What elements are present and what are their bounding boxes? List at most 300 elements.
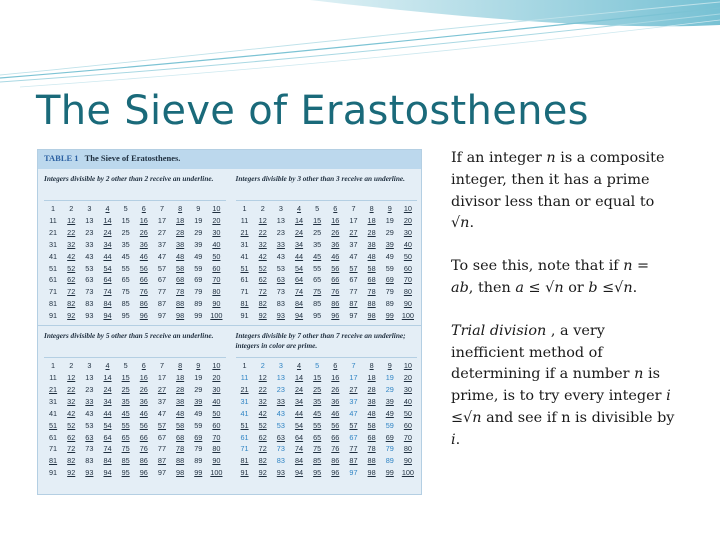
sieve-number: 38: [367, 239, 376, 249]
sieve-number: 71: [49, 287, 58, 297]
sieve-number: 91: [49, 311, 58, 321]
sieve-number: 29: [194, 227, 203, 237]
sieve-number: 19: [194, 215, 203, 225]
sieve-number: 22: [258, 384, 267, 394]
sieve-number: 62: [258, 275, 267, 285]
sieve-number: 1: [242, 204, 247, 213]
sieve-number: 95: [121, 468, 130, 478]
sieve-number: 24: [294, 384, 304, 394]
sieve-number: 76: [139, 444, 148, 454]
sieve-number: 94: [294, 468, 304, 478]
sieve-number: 62: [258, 432, 267, 442]
sieve-number: 69: [194, 432, 203, 442]
sieve-number: 20: [212, 372, 221, 382]
sieve-number: 15: [121, 215, 130, 225]
sieve-number: 40: [403, 396, 412, 406]
sieve-number: 84: [103, 456, 112, 466]
text-run: ≤√: [451, 409, 473, 426]
sieve-number: 55: [313, 263, 322, 273]
sieve-number: 3: [87, 204, 92, 213]
sieve-number: 92: [258, 468, 267, 478]
sieve-number: 36: [331, 396, 340, 406]
sieve-number: 79: [385, 444, 394, 454]
sieve-number: 6: [141, 204, 146, 213]
sieve-number: 65: [313, 432, 322, 442]
sieve-number: 88: [176, 456, 185, 466]
sieve-number: 9: [387, 204, 392, 213]
sieve-number: 98: [367, 311, 376, 321]
sieve-number: 90: [403, 299, 412, 309]
table-caption: [38, 150, 421, 169]
sieve-number: 82: [67, 456, 76, 466]
math-var: b: [588, 279, 598, 296]
sieve-number: 41: [49, 408, 58, 418]
sieve-number: 30: [212, 384, 221, 394]
sieve-number: 60: [403, 263, 412, 273]
sieve-number: 81: [240, 299, 249, 309]
sieve-number: 49: [385, 408, 394, 418]
sieve-number: 21: [240, 227, 249, 237]
sieve-number: 30: [403, 384, 412, 394]
sieve-number: 95: [121, 311, 130, 321]
sieve-number: 4: [296, 361, 302, 371]
sieve-number: 86: [139, 456, 148, 466]
sieve-number: 23: [276, 384, 285, 394]
math-var: n: [460, 215, 470, 232]
sieve-number: 86: [331, 299, 340, 309]
math-var: a: [515, 279, 524, 296]
sieve-number: 32: [67, 239, 76, 249]
sieve-number: 10: [403, 361, 412, 371]
sieve-number: 34: [294, 239, 304, 249]
sieve-number: 61: [240, 275, 249, 285]
sieve-number: 58: [176, 420, 185, 430]
sieve-number: 48: [367, 408, 376, 418]
sieve-number: 94: [103, 468, 112, 478]
sieve-number: 46: [331, 408, 340, 418]
sieve-number: 78: [176, 444, 185, 454]
sieve-number: 82: [258, 456, 267, 466]
sieve-number: 33: [276, 239, 285, 249]
table-row-top: [38, 169, 421, 322]
sieve-number: 70: [403, 275, 412, 285]
sieve-number: 51: [240, 420, 249, 430]
sieve-number: 92: [67, 468, 76, 478]
sieve-number: 65: [121, 275, 130, 285]
sieve-number: 60: [403, 420, 412, 430]
sieve-number: 79: [194, 444, 203, 454]
sieve-number: 75: [313, 287, 322, 297]
sieve-number: 4: [105, 361, 110, 371]
sieve-number: 88: [176, 299, 185, 309]
sieve-number: 73: [276, 287, 285, 297]
sieve-number: 46: [139, 251, 148, 261]
sieve-number: 40: [212, 396, 221, 406]
sieve-number: 64: [103, 432, 112, 442]
sieve-number: 12: [67, 372, 76, 382]
sieve-number: 7: [351, 204, 356, 213]
sieve-number: 93: [276, 468, 285, 478]
paragraph-composite: [451, 148, 676, 235]
sieve-number: 54: [294, 263, 304, 273]
sieve-number: 20: [212, 215, 221, 225]
sieve-number: 40: [403, 239, 412, 249]
text-run: .: [469, 215, 475, 232]
sieve-number: 66: [331, 432, 340, 442]
sieve-number: 9: [196, 361, 201, 371]
sieve-number: 43: [276, 408, 285, 418]
sieve-number: 97: [157, 468, 167, 478]
sieve-number: 58: [367, 263, 376, 273]
sieve-number: 42: [258, 251, 267, 261]
sieve-number: 55: [313, 420, 322, 430]
sieve-number: 62: [67, 432, 76, 442]
sieve-number: 40: [212, 239, 221, 249]
sieve-number: 1: [242, 361, 247, 371]
sieve-number: 45: [121, 251, 130, 261]
panel-heading: Integers divisible by 5 other than 5 receive an underline.: [44, 328, 226, 358]
sieve-number: 65: [121, 432, 130, 442]
sieve-number: 25: [313, 227, 322, 237]
sieve-number: 8: [369, 361, 374, 371]
sieve-number: 32: [258, 239, 267, 249]
sieve-number: 3: [87, 361, 92, 371]
decorative-wave-header: [0, 0, 720, 95]
sieve-number: 94: [294, 311, 304, 321]
sieve-number: 99: [194, 468, 203, 478]
sieve-number: 27: [157, 384, 167, 394]
sieve-number: 13: [85, 372, 94, 382]
sieve-number: 85: [313, 299, 322, 309]
sieve-number: 47: [157, 251, 167, 261]
sieve-number: 11: [49, 372, 57, 382]
sieve-number: 73: [276, 444, 285, 454]
sieve-number: 73: [85, 444, 94, 454]
table-panel-div2: [38, 169, 230, 322]
sieve-number: 70: [212, 275, 221, 285]
sieve-number: 5: [315, 204, 320, 213]
sieve-number: 33: [85, 396, 94, 406]
sieve-number: 55: [121, 420, 130, 430]
math-var: n: [554, 279, 564, 296]
sieve-number: 5: [123, 204, 128, 213]
sieve-number: 63: [276, 275, 285, 285]
text-run: =: [632, 258, 650, 275]
sieve-number: 61: [49, 275, 58, 285]
sieve-number: 66: [139, 275, 148, 285]
sieve-number: 51: [49, 263, 58, 273]
sieve-number: 63: [276, 432, 285, 442]
sieve-number: 93: [276, 311, 285, 321]
sieve-number: 68: [176, 275, 185, 285]
sieve-number: 14: [103, 215, 112, 225]
text-run: ≤√: [597, 279, 624, 296]
sieve-number: 47: [349, 408, 358, 418]
sieve-number: 41: [240, 408, 249, 418]
sieve-number: 67: [349, 432, 358, 442]
sieve-number: 11: [49, 215, 57, 225]
sieve-number: 34: [103, 396, 112, 406]
sieve-number: 23: [85, 384, 94, 394]
sieve-number: 41: [49, 251, 58, 261]
text-run: ≤ √: [523, 279, 555, 296]
table-panel-div5: [38, 326, 230, 479]
sieve-number: 28: [367, 384, 376, 394]
sieve-number: 85: [313, 456, 322, 466]
sieve-number: 77: [157, 287, 167, 297]
sieve-number: 82: [258, 299, 267, 309]
sieve-number: 24: [103, 384, 112, 394]
sieve-number: 95: [313, 311, 322, 321]
sieve-number: 53: [85, 420, 94, 430]
sieve-number: 42: [67, 408, 76, 418]
sieve-number: 58: [367, 420, 376, 430]
sieve-number: 61: [240, 432, 249, 442]
sieve-number: 48: [367, 251, 376, 261]
sieve-number: 13: [276, 372, 285, 382]
sieve-number: 26: [331, 227, 340, 237]
sieve-number: 7: [159, 361, 164, 371]
sieve-number: 57: [157, 420, 167, 430]
sieve-number: 67: [157, 432, 167, 442]
sieve-number: 48: [176, 408, 185, 418]
sieve-number: 91: [240, 311, 249, 321]
number-grid: [236, 358, 418, 479]
sieve-number: 5: [315, 361, 320, 371]
sieve-number: 37: [349, 239, 358, 249]
sieve-number: 11: [240, 215, 249, 225]
sieve-number: 84: [294, 456, 304, 466]
sieve-number: 33: [276, 396, 285, 406]
sieve-number: 14: [294, 215, 304, 225]
sieve-number: 35: [313, 239, 322, 249]
sieve-number: 30: [403, 227, 412, 237]
sieve-number: 74: [103, 444, 112, 454]
sieve-number: 100: [210, 468, 223, 478]
sieve-number: 90: [403, 456, 412, 466]
sieve-number: 69: [194, 275, 203, 285]
sieve-number: 89: [385, 456, 394, 466]
text-run: To see this, note that if: [451, 258, 624, 275]
sieve-number: 53: [276, 420, 285, 430]
sieve-number: 22: [258, 227, 267, 237]
sieve-number: 2: [69, 204, 74, 213]
sieve-number: 65: [313, 275, 322, 285]
sieve-number: 21: [49, 384, 58, 394]
sieve-number: 88: [367, 456, 376, 466]
sieve-number: 90: [212, 456, 221, 466]
text-run: .: [632, 279, 638, 296]
text-run: and see if n is divisible by: [481, 409, 675, 426]
sieve-number: 3: [278, 361, 283, 371]
sieve-number: 44: [103, 408, 112, 418]
sieve-number: 49: [194, 251, 203, 261]
sieve-number: 42: [258, 408, 267, 418]
sieve-number: 51: [240, 263, 249, 273]
sieve-number: 17: [349, 215, 358, 225]
sieve-number: 38: [367, 396, 376, 406]
sieve-number: 10: [403, 204, 412, 213]
text-run: is a composite integer, then it has a prime divisor less than or equal to √: [451, 150, 665, 232]
sieve-number: 76: [139, 287, 148, 297]
sieve-number: 63: [85, 275, 94, 285]
sieve-number: 4: [105, 204, 110, 213]
sieve-number: 77: [349, 287, 358, 297]
sieve-number: 58: [176, 263, 185, 273]
sieve-number: 22: [67, 384, 76, 394]
sieve-number: 80: [212, 287, 221, 297]
sieve-number: 78: [367, 444, 376, 454]
sieve-number: 45: [313, 408, 322, 418]
sieve-number: 59: [194, 420, 203, 430]
sieve-number: 100: [401, 311, 414, 321]
sieve-number: 17: [349, 372, 358, 382]
table-panel-div3: [230, 169, 422, 322]
sieve-number: 99: [385, 311, 394, 321]
sieve-number: 6: [333, 361, 338, 371]
sieve-number: 35: [313, 396, 322, 406]
sieve-number: 60: [212, 263, 221, 273]
sieve-number: 56: [139, 263, 148, 273]
sieve-number: 64: [294, 432, 304, 442]
text-run: .: [455, 431, 461, 448]
sieve-number: 15: [313, 372, 322, 382]
sieve-number: 64: [294, 275, 304, 285]
sieve-number: 84: [294, 299, 304, 309]
sieve-number: 57: [349, 420, 358, 430]
sieve-number: 42: [67, 251, 76, 261]
sieve-number: 87: [157, 299, 167, 309]
sieve-number: 98: [176, 311, 185, 321]
sieve-number: 31: [49, 239, 58, 249]
sieve-number: 56: [139, 420, 148, 430]
sieve-number: 19: [194, 372, 203, 382]
sieve-number: 10: [212, 204, 221, 213]
sieve-number: 39: [194, 396, 203, 406]
sieve-number: 7: [159, 204, 164, 213]
sieve-number: 80: [212, 444, 221, 454]
term-trial-division: Trial division: [451, 322, 547, 339]
sieve-number: 36: [139, 396, 148, 406]
sieve-number: 39: [385, 239, 394, 249]
sieve-number: 52: [67, 420, 76, 430]
table-panel-div7: [230, 326, 422, 479]
sieve-number: 87: [157, 456, 167, 466]
sieve-number: 51: [49, 420, 58, 430]
paragraph-proof: [451, 256, 676, 300]
sieve-number: 97: [349, 311, 358, 321]
sieve-number: 31: [49, 396, 58, 406]
sieve-number: 24: [294, 227, 304, 237]
sieve-number: 73: [85, 287, 94, 297]
sieve-number: 88: [367, 299, 376, 309]
sieve-number: 71: [240, 287, 249, 297]
sieve-number: 89: [194, 299, 203, 309]
sieve-number: 14: [103, 372, 112, 382]
sieve-number: 37: [157, 239, 167, 249]
sieve-number: 91: [240, 468, 249, 478]
sieve-number: 9: [196, 204, 201, 213]
math-var: i: [451, 431, 456, 448]
sieve-number: 87: [349, 456, 358, 466]
sieve-number: 25: [121, 227, 130, 237]
sieve-number: 38: [176, 396, 185, 406]
sieve-number: 6: [333, 204, 338, 213]
slide-title: The Sieve of Erastosthenes: [36, 88, 589, 134]
number-grid: [44, 201, 226, 322]
sieve-number: 67: [349, 275, 358, 285]
sieve-number: 50: [403, 251, 412, 261]
sieve-number: 50: [212, 408, 221, 418]
sieve-number: 84: [103, 299, 112, 309]
sieve-number: 23: [85, 227, 94, 237]
sieve-number: 49: [385, 251, 394, 261]
panel-heading: Integers divisible by 3 other than 3 receive an underline.: [236, 171, 418, 201]
sieve-number: 16: [331, 372, 340, 382]
sieve-number: 2: [260, 361, 265, 371]
sieve-number: 36: [139, 239, 148, 249]
sieve-number: 1: [51, 361, 56, 371]
sieve-number: 75: [313, 444, 322, 454]
sieve-number: 96: [331, 468, 340, 478]
sieve-number: 20: [403, 215, 412, 225]
sieve-number: 37: [157, 396, 167, 406]
sieve-number: 81: [49, 456, 58, 466]
explanation-text: [451, 148, 676, 452]
sieve-number: 78: [367, 287, 376, 297]
sieve-number: 14: [294, 372, 304, 382]
sieve-number: 71: [49, 444, 58, 454]
text-run: If an integer: [451, 150, 547, 166]
sieve-number: 50: [212, 251, 221, 261]
sieve-number: 97: [349, 468, 358, 478]
sieve-number: 80: [403, 444, 412, 454]
sieve-number: 52: [258, 263, 267, 273]
sieve-number: 12: [258, 372, 267, 382]
number-grid: [44, 358, 226, 479]
sieve-number: 86: [331, 456, 340, 466]
sieve-number: 78: [176, 287, 185, 297]
sieve-number: 23: [276, 227, 285, 237]
sieve-number: 97: [157, 311, 167, 321]
sieve-number: 5: [123, 361, 128, 371]
math-var: n: [546, 150, 556, 166]
sieve-number: 52: [258, 420, 267, 430]
sieve-number: 87: [349, 299, 358, 309]
sieve-number: 18: [367, 215, 376, 225]
sieve-number: 53: [276, 263, 285, 273]
sieve-number: 70: [212, 432, 221, 442]
sieve-number: 89: [385, 299, 394, 309]
sieve-number: 68: [176, 432, 185, 442]
sieve-number: 90: [212, 299, 221, 309]
sieve-number: 26: [139, 384, 148, 394]
sieve-number: 28: [176, 384, 185, 394]
sieve-number: 85: [121, 456, 130, 466]
sieve-number: 2: [69, 361, 74, 371]
sieve-number: 71: [240, 444, 249, 454]
sieve-number: 93: [85, 468, 94, 478]
sieve-number: 72: [67, 444, 76, 454]
sieve-number: 91: [49, 468, 58, 478]
sieve-number: 18: [367, 372, 376, 382]
sieve-number: 43: [85, 408, 94, 418]
sieve-number: 24: [103, 227, 112, 237]
sieve-number: 35: [121, 239, 130, 249]
sieve-table: [37, 149, 422, 495]
text-run: , a very inefficient method of determining if a number: [451, 322, 635, 383]
sieve-number: 28: [176, 227, 185, 237]
